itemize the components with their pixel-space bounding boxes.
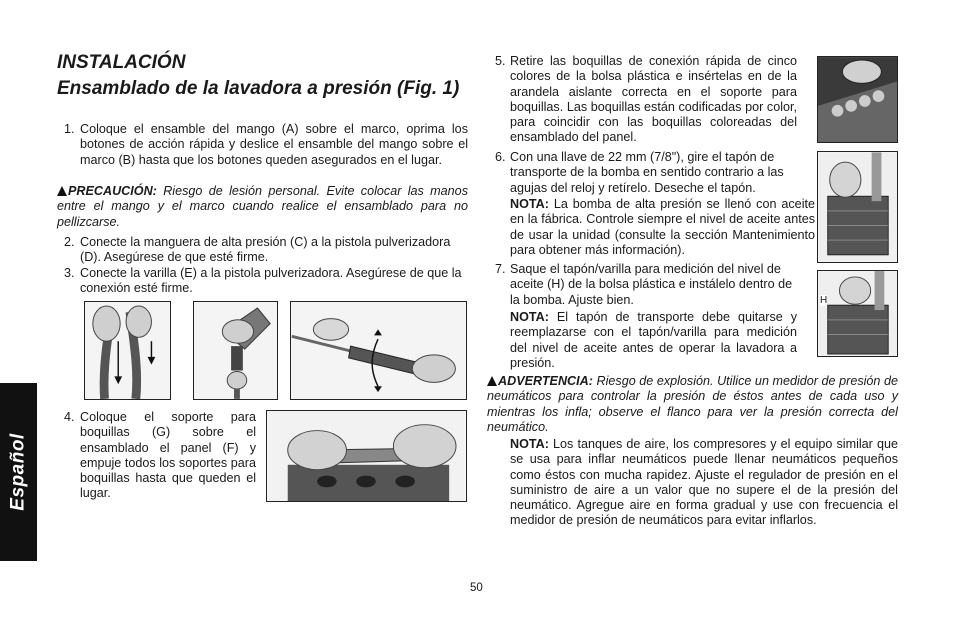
note-3-paragraph	[510, 437, 898, 529]
figure-oil-dipstick	[817, 270, 898, 357]
figure-pump-plug	[817, 151, 898, 263]
pump-plug-illustration	[818, 152, 897, 262]
hose-gun-illustration	[194, 302, 277, 399]
section-heading: INSTALACIÓN	[57, 52, 186, 73]
figure-hose-gun	[193, 301, 278, 400]
figure-nozzle-holder	[266, 410, 467, 502]
warning-text: Riesgo de explosión. Utilice un medidor de presión de neumáticos para controlar la presión de éstos antes de cada uso y mientras los infla; observe el flanco para ver la presión correcta del neumático.	[487, 374, 898, 434]
step-1-text: Coloque el ensamble del mango (A) sobre el marco, oprima los botones de acción rápida y deslice el ensamble del mango sobre el marco (B) hasta que los botones queden asegurados en el lugar.	[80, 122, 468, 167]
step-7-text: Saque el tapón/varilla para medición del nivel de aceite (H) de la bolsa plástica e instálelo dentro de la bomba. Ajuste bien.	[510, 262, 793, 307]
caution-text: Riesgo de lesión personal. Evite colocar las manos entre el mango y el marco cuando realice el ensamblado para no pellizcarse.	[57, 184, 468, 229]
language-tab-label: Español	[7, 433, 29, 511]
step-3-text: Conecte la varilla (E) a la pistola pulverizadora. Asegúrese de que la conexión esté firme.	[80, 266, 462, 296]
step-5-number: 5.	[495, 54, 506, 68]
section-subheading: Ensamblado de la lavadora a presión (Fig. 1)	[57, 78, 460, 99]
step-1-number: 1.	[64, 122, 75, 136]
note-1-paragraph	[510, 197, 815, 258]
figure-wand-connection	[290, 301, 467, 400]
step-4-number: 4.	[64, 410, 75, 424]
caution-paragraph	[57, 184, 468, 230]
note-1-text: La bomba de alta presión se llenó con aceite en la fábrica. Controle siempre el nivel de aceite antes de usar la unidad (consulte la sección Mantenimiento para obtener más información).	[510, 197, 815, 257]
figure-label-h: H	[820, 295, 828, 306]
page-number: 50	[470, 582, 483, 594]
warning-triangle-icon	[487, 376, 497, 386]
step-6-number: 6.	[495, 150, 506, 164]
handle-assembly-illustration	[85, 302, 170, 399]
nozzle-holder-illustration	[267, 411, 466, 501]
warning-label: ADVERTENCIA:	[498, 374, 593, 388]
step-3-number: 3.	[64, 266, 75, 280]
note-2-text: El tapón de transporte debe quitarse y reemplazarse con el tapón/varilla para medición del nivel de aceite antes de operar la lavadora a presión.	[510, 310, 797, 370]
wand-connection-illustration	[291, 302, 466, 399]
note-3-label: NOTA:	[510, 437, 549, 451]
note-1-label: NOTA:	[510, 197, 549, 211]
figure-nozzle-insert	[817, 56, 898, 143]
step-7-number: 7.	[495, 262, 506, 276]
step-2-number: 2.	[64, 235, 75, 249]
step-2-text: Conecte la manguera de alta presión (C) a la pistola pulverizadora (D). Asegúrese de que esté firme.	[80, 235, 451, 265]
figure-handle-assembly	[84, 301, 171, 400]
note-3-text: Los tanques de aire, los compresores y el equipo similar que se usa para inflar neumáticos puede llenar neumáticos pequeños como éstos con mucha rapidez. Ajuste el regulador de presión en el suministro de aire a un valor que no supere el de la presión del neumático. Agregue aire en forma gradual y use con frecuencia el medidor de presión de neumáticos para evitar inflarlos.	[510, 437, 898, 528]
nozzle-insert-illustration	[818, 57, 897, 142]
warning-paragraph	[487, 374, 898, 435]
note-2-label: NOTA:	[510, 310, 549, 324]
oil-dipstick-illustration	[818, 271, 897, 356]
step-4-text: Coloque el soporte para boquillas (G) sobre el ensamblado el panel (F) y empuje todos los soportes para boquillas hasta que queden el lugar.	[80, 410, 256, 501]
caution-label: PRECAUCIÓN:	[68, 184, 157, 198]
step-5-text: Retire las boquillas de conexión rápida de cinco colores de la bolsa plástica e insértelas en de la arandela aislante correcta en el soporte para boquillas. Las boquillas están codificadas por color, para coincidir con las boquillas coloreadas del ensamblado del panel.	[510, 54, 797, 145]
note-2-paragraph	[510, 310, 797, 371]
warning-triangle-icon	[57, 186, 67, 196]
step-6-text: Con una llave de 22 mm (7/8"), gire el tapón de transporte de la bomba en sentido contrario a las agujas del reloj y retírelo. Deseche el tapón.	[510, 150, 784, 195]
language-tab	[0, 383, 37, 561]
